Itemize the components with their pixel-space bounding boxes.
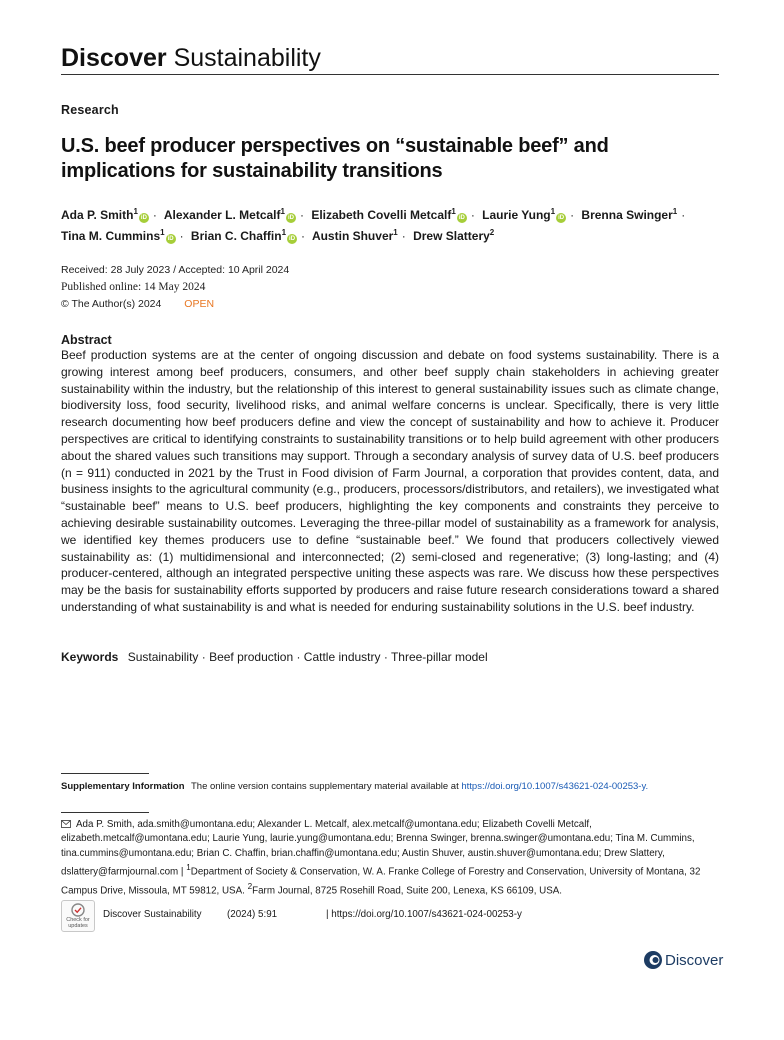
supplementary-text: The online version contains supplementary material available at bbox=[190, 781, 459, 792]
open-access-badge[interactable]: OPEN bbox=[184, 298, 215, 310]
author[interactable] bbox=[413, 229, 494, 243]
footer-citation: (2024) 5:91 bbox=[227, 909, 278, 920]
publisher-brand bbox=[643, 950, 723, 972]
author-name: Austin Shuver bbox=[311, 229, 394, 243]
author-affiliation: 2 bbox=[489, 228, 495, 237]
author-separator: · bbox=[152, 208, 157, 222]
affiliation-2: Farm Journal, 8725 Rosehill Road, Suite 200, Lenexa, KS 66109, USA. bbox=[252, 885, 562, 897]
author-name: Alexander L. Metcalf bbox=[163, 208, 281, 222]
copyright-line bbox=[61, 296, 289, 313]
supplementary-link[interactable]: https://doi.org/10.1007/s43621-024-00253-y. bbox=[461, 781, 649, 792]
article-title: U.S. beef producer perspectives on “sustainable beef” and implications for sustainability transitions bbox=[61, 135, 609, 182]
author-separator: · bbox=[179, 229, 184, 243]
copyright: © The Author(s) 2024 bbox=[61, 298, 162, 310]
author-affiliation: 1 bbox=[280, 207, 285, 216]
author-list bbox=[61, 203, 721, 245]
author-separator: · bbox=[470, 208, 475, 222]
mail-icon bbox=[61, 820, 71, 828]
footer-journal: Discover Sustainability bbox=[103, 909, 202, 920]
author-name: Laurie Yung bbox=[482, 208, 551, 222]
orcid-icon[interactable]: iD bbox=[140, 215, 147, 221]
author-name: Drew Slattery bbox=[413, 229, 490, 243]
published-date: Published online: 14 May 2024 bbox=[61, 281, 206, 293]
supplementary-label: Supplementary Information bbox=[61, 781, 185, 792]
contact-emails: Ada P. Smith, ada.smith@umontana.edu; Alexander L. Metcalf, alex.metcalf@umontana.edu; Elizabeth Covelli Metcalf, elizabeth.metcalf@umontana.edu; Laurie Yung, laurie.yung@umontana.edu; Brenna Swinger, brenna.swinger@umontana.edu; Tina M. Cummins, tina.cummins@umontana.edu; Brian C. Chaffin, brian.chaffin@umontana.edu; Austin Shuver, austin.shuver@umontana.edu; Drew Slattery, dslattery@farmjournal.com | bbox=[61, 819, 695, 878]
author-separator: · bbox=[299, 208, 304, 222]
author-name: Ada P. Smith bbox=[61, 208, 134, 222]
footnote-rule bbox=[61, 773, 149, 774]
footnote-rule bbox=[61, 812, 149, 813]
discover-logo-icon bbox=[643, 950, 663, 970]
author-affiliation: 1 bbox=[133, 207, 138, 216]
author[interactable] bbox=[191, 229, 297, 243]
author-affiliation: 1 bbox=[672, 207, 678, 216]
author[interactable] bbox=[61, 208, 149, 222]
author[interactable] bbox=[581, 208, 677, 222]
author-affiliation: 1 bbox=[393, 228, 398, 237]
check-for-updates-badge[interactable] bbox=[61, 900, 95, 932]
page-footer bbox=[61, 898, 721, 938]
author-name: Brian C. Chaffin bbox=[190, 229, 282, 243]
supplementary-information bbox=[61, 780, 711, 794]
footer-doi[interactable]: | https://doi.org/10.1007/s43621-024-00253-y bbox=[326, 909, 522, 920]
author[interactable] bbox=[311, 208, 467, 222]
affiliation-marker: 1 bbox=[186, 863, 191, 873]
orcid-icon[interactable]: iD bbox=[558, 215, 565, 221]
author[interactable] bbox=[61, 229, 176, 243]
keywords bbox=[61, 650, 488, 664]
author-affiliation: 1 bbox=[550, 207, 556, 216]
author-affiliation: 1 bbox=[160, 228, 165, 237]
author-separator: · bbox=[301, 229, 306, 243]
publication-dates bbox=[61, 262, 289, 313]
author[interactable] bbox=[164, 208, 296, 222]
orcid-icon[interactable]: iD bbox=[458, 215, 465, 221]
author-name: Brenna Swinger bbox=[581, 208, 673, 222]
author[interactable] bbox=[312, 229, 398, 243]
author-affiliation: 1 bbox=[451, 207, 456, 216]
abstract-body: Beef production systems are at the center of ongoing discussion and debate on food systems sustainability. There is a growing interest among beef producers, consumers, and other beef supply chain stakeholders in achieving greater sustainability within the industry, but the relationship of this interest to general sustainability issues such as climate change, biodiversity loss, food security, livelihood risks, and animal welfare concerns is unclear. Specifically, there is very little research documenting how beef producers define and view the concept of sustainability and how to achieve it. Producer perspectives are critical to identifying constraints to sustainability transitions or to help build agreement with other producers about the shared values such transitions may support. Through a secondary analysis of survey data of U.S. beef producers (n = 911) conducted in 2021 by the Trust in Food division of Farm Journal, a corporation that provides content, data, and business insights to the agricultural community (e.g., producers, processors/distributors, and retailers), we investigated what “sustainable beef” means to U.S. beef producers, highlighting the key components and constraints they perceive to achieving desirable sustainability outcomes. Leveraging the three-pillar model of sustainability as a framework for analysis, we identified key themes producers use to define “sustainable beef.” We found that producers collectively viewed sustainability as: (1) multidimensional and interconnected; (2) semi-closed and regenerative; (3) long-lasting; and (4) producer-centered, although an integrated perspective uniting these aspects was rare. We discuss how these perspectives may be the basis for sustainability efforts supported by producers and raise future research considerations toward a shared understanding of what sustainability is and what is needed for enduring sustainability solutions in the U.S. beef industry. bbox=[61, 348, 719, 614]
keywords-text: Sustainability · Beef production · Cattle industry · Three-pillar model bbox=[127, 650, 488, 664]
keywords-label: Keywords bbox=[61, 650, 119, 664]
journal-name bbox=[61, 44, 321, 73]
header-rule bbox=[61, 74, 719, 75]
author-contacts bbox=[61, 818, 719, 899]
orcid-icon[interactable]: iD bbox=[287, 215, 294, 221]
journal-name-regular: Sustainability bbox=[173, 44, 321, 72]
author-affiliation: 1 bbox=[281, 228, 287, 237]
orcid-icon[interactable]: iD bbox=[167, 236, 174, 242]
abstract-heading: Abstract bbox=[61, 333, 112, 347]
orcid-icon[interactable]: iD bbox=[289, 236, 296, 242]
brand-name: Discover bbox=[665, 951, 724, 969]
received-accepted-dates: Received: 28 July 2023 / Accepted: 10 April 2024 bbox=[61, 264, 290, 276]
author-name: Elizabeth Covelli Metcalf bbox=[311, 208, 452, 222]
check-for-updates-icon bbox=[71, 903, 85, 917]
check-for-updates-text: Check for updates bbox=[66, 917, 90, 929]
affiliation-marker: 2 bbox=[247, 881, 253, 891]
author-separator: · bbox=[681, 208, 686, 222]
article-type: Research bbox=[61, 103, 119, 117]
author-name: Tina M. Cummins bbox=[61, 229, 161, 243]
affiliation-1: Department of Society & Conservation, W. A. Franke College of Forestry and Conservation, University of Montana, 32 Campus Drive, Missoula, MT 59812, USA. bbox=[61, 866, 701, 897]
author[interactable] bbox=[482, 208, 566, 222]
author-separator: · bbox=[570, 208, 575, 222]
journal-name-bold: Discover bbox=[61, 44, 167, 72]
author-separator: · bbox=[401, 229, 406, 243]
